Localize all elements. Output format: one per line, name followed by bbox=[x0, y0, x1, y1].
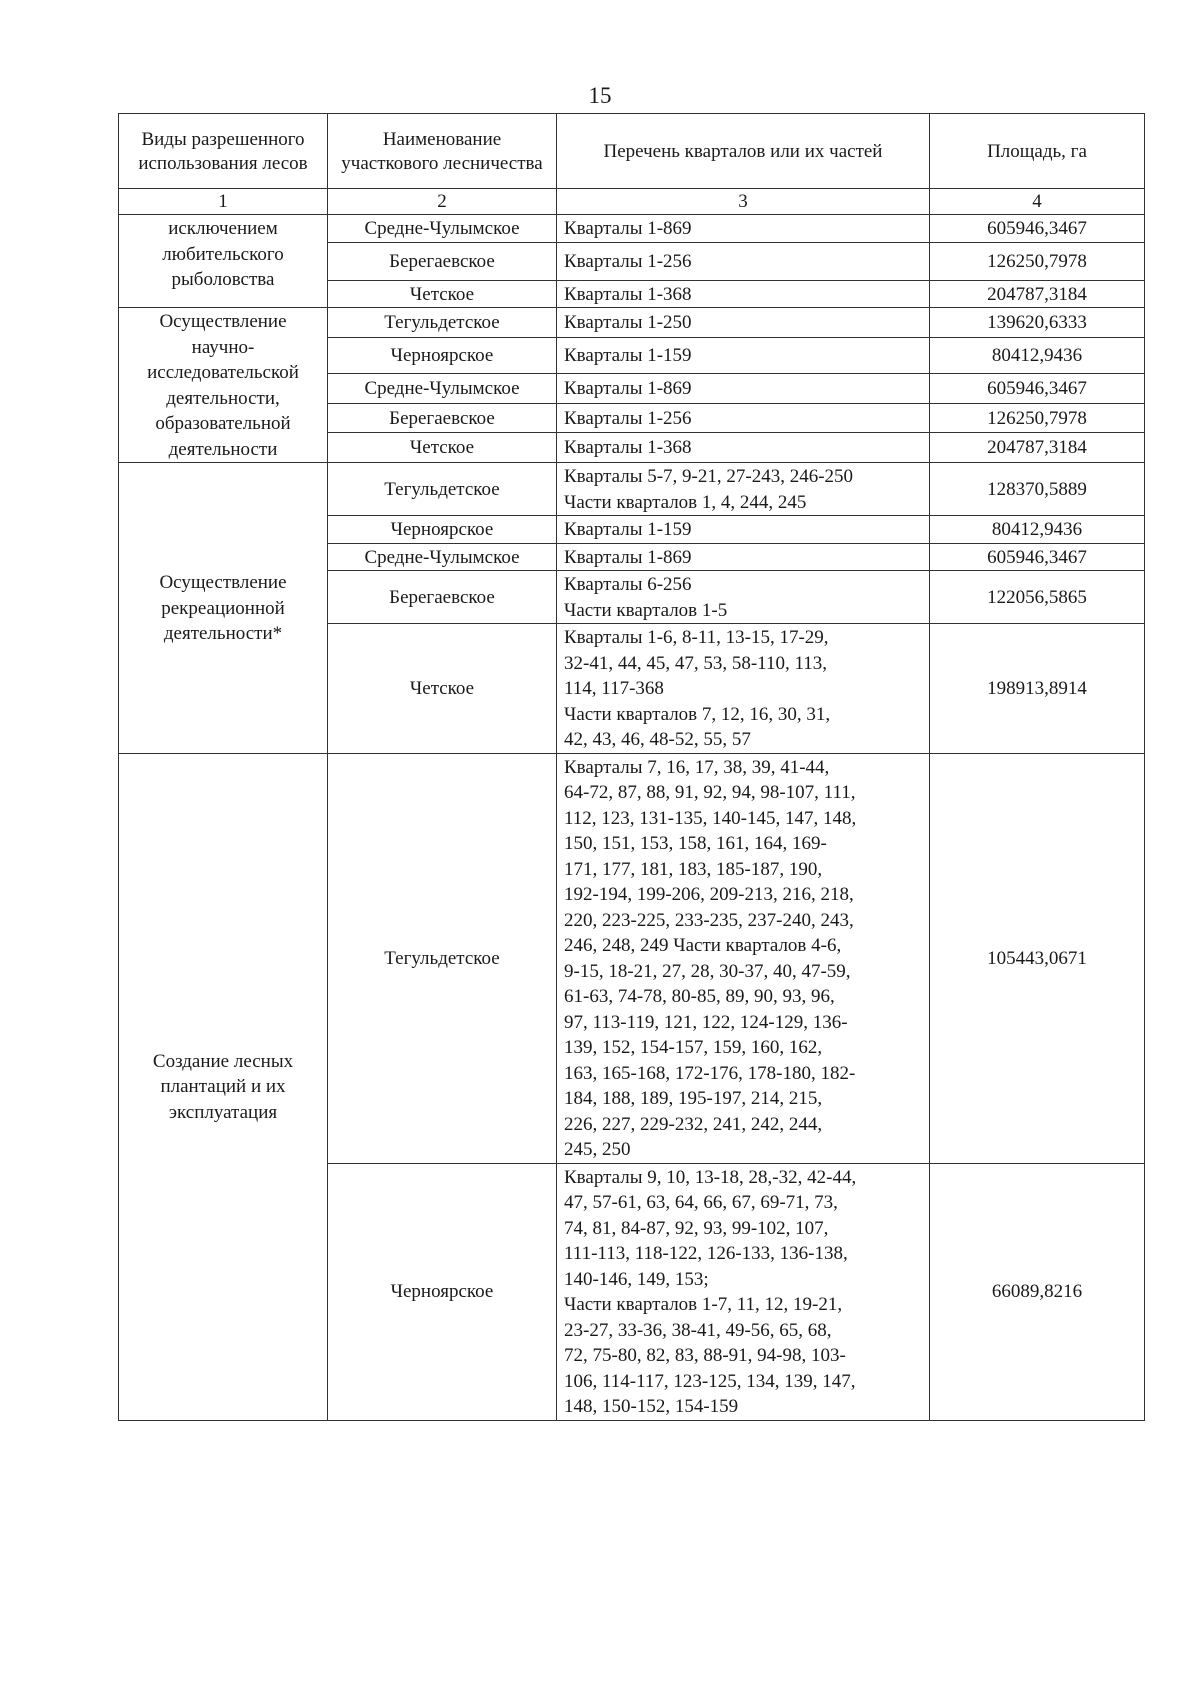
use-type-cell: Осуществление рекреационной деятельности* bbox=[119, 463, 328, 754]
forestry-cell: Тегульдетское bbox=[328, 753, 557, 1163]
forestry-cell: Черноярское bbox=[328, 516, 557, 544]
forestry-cell: Четское bbox=[328, 624, 557, 754]
quarters-cell: Кварталы 1-869 bbox=[557, 373, 930, 403]
quarters-cell: Кварталы 1-869 bbox=[557, 215, 930, 243]
area-cell: 122056,5865 bbox=[930, 571, 1145, 624]
quarters-cell: Кварталы 6-256 Части кварталов 1-5 bbox=[557, 571, 930, 624]
area-cell: 204787,3184 bbox=[930, 280, 1145, 308]
column-number: 4 bbox=[930, 189, 1145, 215]
quarters-cell: Кварталы 7, 16, 17, 38, 39, 41-44, 64-72, 87, 88, 91, 92, 94, 98-107, 111, 112, 123, 131-135, 140-145, 147, 148, 150, 151, 153, 158, 161, 164, 169- 171, 177, 181, 183, 185-187, 190, 192-194, 199-206, 209-213, 216, 218, 220, 223-225, 233-235, 237-240, 243, 246, 248, 249 Части кварталов 4-6, 9-15, 18-21, 27, 28, 30-37, 40, 47-59, 61-63, 74-78, 80-85, 89, 90, 93, 96, 97, 113-119, 121, 122, 124-129, 136- 139, 152, 154-157, 159, 160, 162, 163, 165-168, 172-176, 178-180, 182- 184, 188, 189, 195-197, 214, 215, 226, 227, 229-232, 241, 242, 244, 245, 250 bbox=[557, 753, 930, 1163]
use-type-cell: Осуществление научно-исследовательской деятельности, образовательной деятельности bbox=[119, 308, 328, 463]
quarters-cell: Кварталы 1-6, 8-11, 13-15, 17-29, 32-41, 44, 45, 47, 53, 58-110, 113, 114, 117-368 Части кварталов 7, 12, 16, 30, 31, 42, 43, 46, 48-52, 55, 57 bbox=[557, 624, 930, 754]
area-cell: 605946,3467 bbox=[930, 543, 1145, 571]
area-cell: 126250,7978 bbox=[930, 242, 1145, 280]
area-cell: 105443,0671 bbox=[930, 753, 1145, 1163]
area-cell: 198913,8914 bbox=[930, 624, 1145, 754]
forestry-cell: Черноярское bbox=[328, 337, 557, 373]
column-number-row bbox=[119, 189, 1145, 215]
quarters-cell: Кварталы 1-159 bbox=[557, 516, 930, 544]
area-cell: 126250,7978 bbox=[930, 403, 1145, 433]
quarters-cell: Кварталы 5-7, 9-21, 27-243, 246-250 Части кварталов 1, 4, 244, 245 bbox=[557, 463, 930, 516]
forestry-cell: Средне-Чулымское bbox=[328, 373, 557, 403]
area-cell: 80412,9436 bbox=[930, 516, 1145, 544]
quarters-cell: Кварталы 1-368 bbox=[557, 433, 930, 463]
forestry-cell: Средне-Чулымское bbox=[328, 543, 557, 571]
forestry-cell: Средне-Чулымское bbox=[328, 215, 557, 243]
forestry-cell: Берегаевское bbox=[328, 571, 557, 624]
use-type-cell: Создание лесных плантаций и их эксплуатация bbox=[119, 753, 328, 1420]
column-number: 1 bbox=[119, 189, 328, 215]
quarters-cell: Кварталы 1-256 bbox=[557, 403, 930, 433]
page-number: 15 bbox=[588, 83, 612, 108]
forest-use-table bbox=[118, 113, 1145, 1421]
area-cell: 128370,5889 bbox=[930, 463, 1145, 516]
header-row bbox=[119, 114, 1145, 189]
forestry-cell: Четское bbox=[328, 433, 557, 463]
area-cell: 605946,3467 bbox=[930, 215, 1145, 243]
forestry-cell: Тегульдетское bbox=[328, 463, 557, 516]
area-cell: 204787,3184 bbox=[930, 433, 1145, 463]
area-cell: 66089,8216 bbox=[930, 1163, 1145, 1420]
quarters-cell: Кварталы 1-368 bbox=[557, 280, 930, 308]
table-row bbox=[119, 753, 1145, 1163]
forestry-cell: Четское bbox=[328, 280, 557, 308]
forestry-cell: Берегаевское bbox=[328, 242, 557, 280]
area-cell: 605946,3467 bbox=[930, 373, 1145, 403]
use-type-cell: исключением любительского рыболовства bbox=[119, 215, 328, 308]
area-cell: 80412,9436 bbox=[930, 337, 1145, 373]
column-number: 3 bbox=[557, 189, 930, 215]
table-row bbox=[119, 308, 1145, 338]
table-row bbox=[119, 215, 1145, 243]
header-quarters: Перечень кварталов или их частей bbox=[557, 114, 930, 189]
table-row bbox=[119, 463, 1145, 516]
area-cell: 139620,6333 bbox=[930, 308, 1145, 338]
column-number: 2 bbox=[328, 189, 557, 215]
quarters-cell: Кварталы 1-250 bbox=[557, 308, 930, 338]
quarters-cell: Кварталы 1-256 bbox=[557, 242, 930, 280]
forestry-cell: Черноярское bbox=[328, 1163, 557, 1420]
quarters-cell: Кварталы 1-869 bbox=[557, 543, 930, 571]
header-area: Площадь, га bbox=[930, 114, 1145, 189]
forestry-cell: Берегаевское bbox=[328, 403, 557, 433]
quarters-cell: Кварталы 1-159 bbox=[557, 337, 930, 373]
forestry-cell: Тегульдетское bbox=[328, 308, 557, 338]
header-use-type: Виды разрешенного использования лесов bbox=[119, 114, 328, 189]
quarters-cell: Кварталы 9, 10, 13-18, 28,-32, 42-44, 47, 57-61, 63, 64, 66, 67, 69-71, 73, 74, 81, 84-87, 92, 93, 99-102, 107, 111-113, 118-122, 126-133, 136-138, 140-146, 149, 153; Части кварталов 1-7, 11, 12, 19-21, 23-27, 33-36, 38-41, 49-56, 65, 68, 72, 75-80, 82, 83, 88-91, 94-98, 103- 106, 114-117, 123-125, 134, 139, 147, 148, 150-152, 154-159 bbox=[557, 1163, 930, 1420]
header-forestry: Наименование участкового лесничества bbox=[328, 114, 557, 189]
